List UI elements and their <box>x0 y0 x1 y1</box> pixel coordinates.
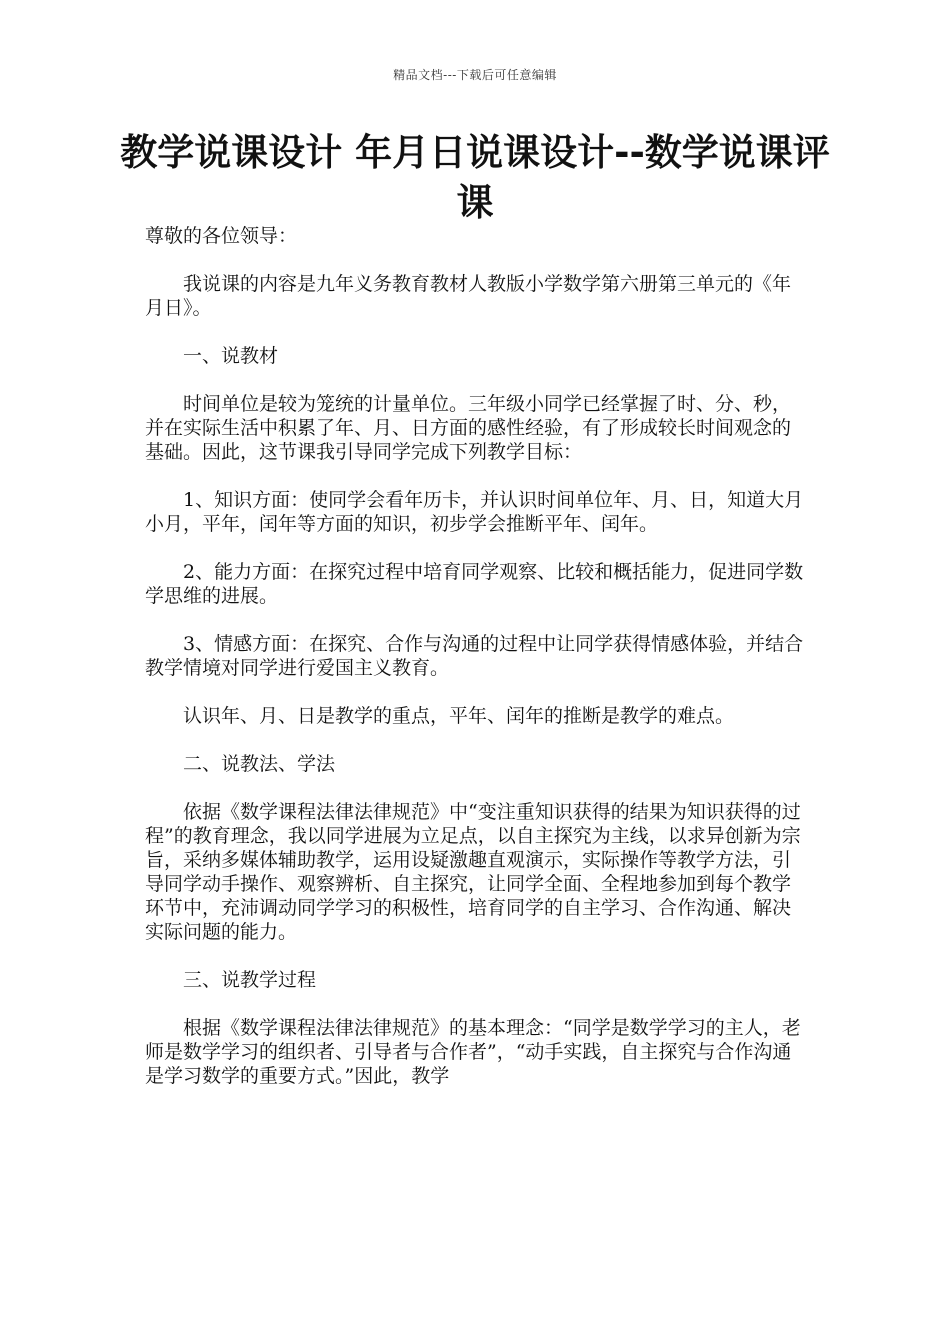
paragraph-goal-knowledge: 1、知识方面：使同学会看年历卡，并认识时间单位年、月、日，知道大月小月，平年，闰年等方面的知识，初步学会推断平年、闰年。 <box>145 489 804 535</box>
paragraph-textbook: 时间单位是较为笼统的计量单位。三年级小同学已经掌握了时、分、秒，并在实际生活中积累了年、月、日方面的感性经验，有了形成较长时间观念的基础。因此，这节课我引导同学完成下列教学目标： <box>145 393 792 463</box>
salutation: 尊敬的各位领导： <box>145 225 298 247</box>
document-body <box>145 224 807 1112</box>
paragraph-methods: 依据《数学课程法律法律规范》中“变注重知识获得的结果为知识获得的过程”的教育理念，我以同学进展为立足点，以自主探究为主线，以求异创新为宗旨，采纳多媒体辅助教学，运用设疑激趣直观演示，实际操作等教学方法，引导同学动手操作、观察辨析、自主探究，让同学全面、全程地参加到每个教学环节中，充沛调动同学学习的积极性，培育同学的自主学习、合作沟通、解决实际问题的能力。 <box>145 801 801 943</box>
paragraph-goal-emotion: 3、情感方面：在探究、合作与沟通的过程中让同学获得情感体验，并结合教学情境对同学进行爱国主义教育。 <box>145 633 804 679</box>
header-note: 精品文档---下载后可任意编辑 <box>393 68 557 82</box>
document-title: 教学说课设计 年月日说课设计--数学说课评课 <box>120 131 830 224</box>
paragraph-goal-ability: 2、能力方面：在探究过程中培育同学观察、比较和概括能力，促进同学数学思维的进展。 <box>145 561 804 607</box>
paragraph-process: 根据《数学课程法律法律规范》的基本理念：“同学是数学学习的主人，老师是数学学习的组织者、引导者与合作者”，“动手实践，自主探究与合作沟通是学习数学的重要方式。”因此，教学 <box>145 1017 801 1087</box>
section-heading-2: 二、说教法、学法 <box>183 753 336 775</box>
section-heading-1: 一、说教材 <box>183 345 279 367</box>
paragraph-key-points: 认识年、月、日是教学的重点，平年、闰年的推断是教学的难点。 <box>183 705 735 727</box>
paragraph-intro: 我说课的内容是九年义务教育教材人教版小学数学第六册第三单元的《年月日》。 <box>145 273 792 319</box>
section-heading-3: 三、说教学过程 <box>183 969 317 991</box>
